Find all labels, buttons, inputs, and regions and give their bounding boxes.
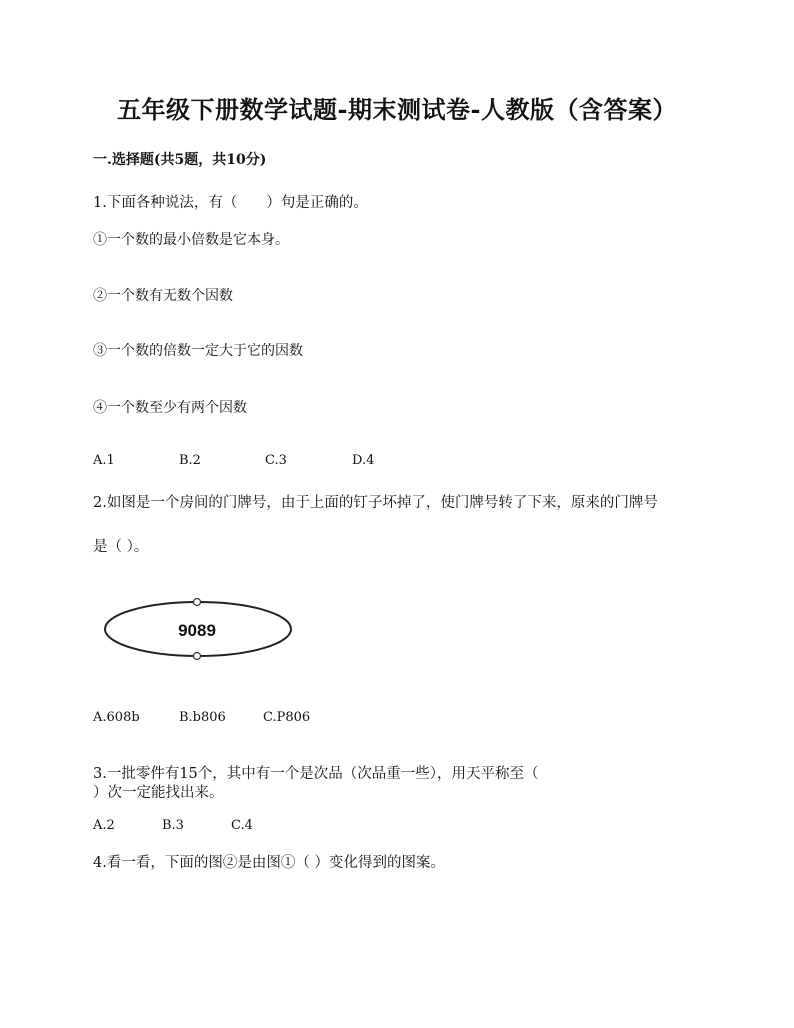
question-4-stem: 4.看一看，下面的图②是由图①（ ）变化得到的图案。 bbox=[93, 855, 445, 871]
section-heading: 一.选择题(共5题，共10分) bbox=[93, 152, 267, 168]
question-1-statement: ②一个数有无数个因数 bbox=[93, 288, 233, 304]
question-1-statement: ③一个数的倍数一定大于它的因数 bbox=[93, 343, 303, 359]
question-1-statement: ①一个数的最小倍数是它本身。 bbox=[93, 232, 289, 248]
question-1-choice-a: A.1 bbox=[93, 453, 115, 468]
question-1-choice-d: D.4 bbox=[352, 453, 375, 468]
nail-hole-top bbox=[194, 599, 201, 606]
question-2-choice-a: A.608b bbox=[93, 710, 140, 725]
question-1-choice-b: B.2 bbox=[179, 453, 201, 468]
door-plate-number: 9089 bbox=[178, 621, 216, 640]
page-title: 五年级下册数学试题-期末测试卷-人教版（含答案） bbox=[117, 95, 677, 124]
question-2-stem: 2.如图是一个房间的门牌号，由于上面的钉子坏掉了，使门牌号转了下来，原来的门牌号 bbox=[93, 495, 658, 511]
question-1-stem: 1.下面各种说法，有（ ）句是正确的。 bbox=[93, 195, 368, 211]
question-2-stem-continued: 是（ ）。 bbox=[93, 539, 149, 555]
door-plate-figure bbox=[100, 592, 300, 664]
question-3-choice-c: C.4 bbox=[231, 818, 253, 833]
question-1-statement: ④一个数至少有两个因数 bbox=[93, 400, 247, 416]
question-2-choice-b: B.b806 bbox=[179, 710, 226, 725]
question-3-choice-b: B.3 bbox=[162, 818, 184, 833]
question-3-stem: 3.一批零件有15个，其中有一个是次品（次品重一些），用天平称至（ bbox=[93, 766, 539, 782]
question-1-choice-c: C.3 bbox=[265, 453, 287, 468]
question-3-stem-continued: ）次一定能找出来。 bbox=[93, 785, 224, 801]
question-2-choice-c: C.P806 bbox=[263, 710, 311, 725]
question-3-choice-a: A.2 bbox=[93, 818, 115, 833]
nail-hole-bottom bbox=[194, 653, 201, 660]
